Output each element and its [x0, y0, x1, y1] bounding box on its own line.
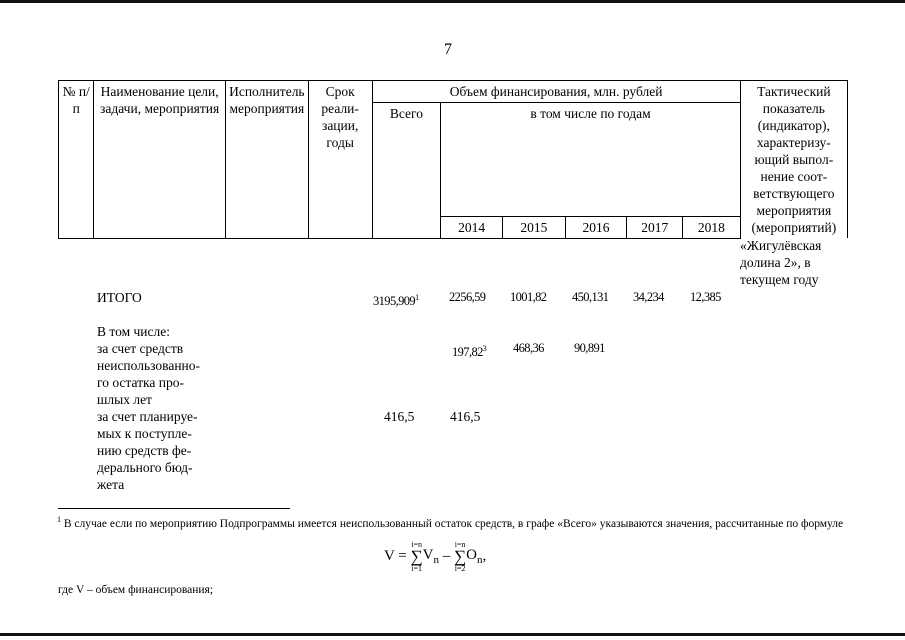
itogo-total: 3195,909$^1$ — [373, 293, 419, 309]
itogo-2014: 2256,59 — [449, 290, 486, 304]
unused-label-line: го остатка про- — [97, 375, 184, 390]
indicator-continuation — [740, 237, 840, 288]
unused-2014: 197,82$^3$ — [452, 344, 487, 360]
header-table — [58, 80, 848, 239]
footnote-ref: 3 — [482, 344, 487, 353]
year-2018-header: 2018 — [683, 216, 741, 238]
col-total-header: Всего — [372, 103, 441, 239]
formula-minus: – — [442, 548, 451, 564]
indicator-line: текущем году — [740, 272, 819, 287]
federal-label-line: мых к поступле- — [97, 426, 192, 441]
itogo-2017: 34,234 — [633, 290, 664, 304]
year-2017-header: 2017 — [627, 216, 683, 238]
itogo-2018: 12,385 — [690, 290, 721, 304]
col-executor-header: Исполнитель мероприятия — [225, 81, 308, 239]
col-no-header: № п/п — [59, 81, 94, 239]
col-name-header: Наименование цели, задачи, мероприятия — [94, 81, 225, 239]
federal-label-line: за счет планируе- — [97, 409, 198, 424]
sum1-term: $V_n$ — [422, 547, 439, 566]
itogo-2015: 1001,82 — [510, 290, 547, 304]
unused-label-line: за счет средств — [97, 341, 184, 356]
bottom-border — [0, 633, 905, 636]
footnote-text: В случае если по мероприятию Подпрограммы имеется неиспользованный остаток средств, в графе «Всего» указываются значения, рассчитанные по формуле — [63, 517, 844, 530]
col-funding-header: Объем финансирования, млн. рублей — [372, 81, 740, 103]
federal-label — [97, 408, 198, 493]
footnote — [57, 512, 847, 532]
federal-label-line: жета — [97, 477, 125, 492]
unused-label — [97, 340, 200, 408]
federal-total: 416,5 — [384, 409, 415, 424]
unused-label-line: неиспользованно- — [97, 358, 201, 373]
footnote-ref: 1 — [415, 293, 419, 302]
sum-sign: i=n ∑ i=1 — [410, 540, 423, 573]
itogo-2016: 450,131 — [572, 290, 609, 304]
federal-2014: 416,5 — [450, 409, 481, 424]
itogo-label: ИТОГО — [97, 290, 142, 305]
col-indicator-header: Тактический показатель (индикатор), характеризующий выполнение соответствующего мероприятия (мероприятий) — [740, 81, 847, 239]
unused-2015: 468,36 — [513, 341, 544, 355]
col-term-header: Срок реализации, годы — [308, 81, 372, 239]
year-2016-header: 2016 — [565, 216, 627, 238]
col-by-years-header: в том числе по годам — [441, 103, 740, 217]
federal-label-line: нию средств фе- — [97, 443, 192, 458]
year-2015-header: 2015 — [503, 216, 566, 238]
federal-label-line: дерального бюд- — [97, 460, 193, 475]
unused-label-line: шлых лет — [97, 392, 152, 407]
sum2-term: $O_n$ — [466, 547, 483, 566]
footnote-marker: 1 — [57, 515, 61, 524]
formula: V = i=n ∑ i=1 $V_n$ – i=n ∑ i=2 $O_n$, — [384, 540, 487, 573]
formula-definition: где V – объем финансирования; — [58, 584, 214, 596]
unused-2016: 90,891 — [574, 341, 605, 355]
sum-sign: i=n ∑ i=2 — [454, 540, 467, 573]
page-number: 7 — [444, 41, 452, 58]
including-label: В том числе: — [97, 324, 170, 339]
top-border — [0, 0, 905, 3]
indicator-line: «Жигулёвская — [740, 238, 822, 253]
footnote-separator — [58, 508, 290, 509]
indicator-line: долина 2», в — [740, 255, 811, 270]
formula-lhs: V = — [384, 548, 407, 564]
year-2014-header: 2014 — [441, 216, 503, 238]
